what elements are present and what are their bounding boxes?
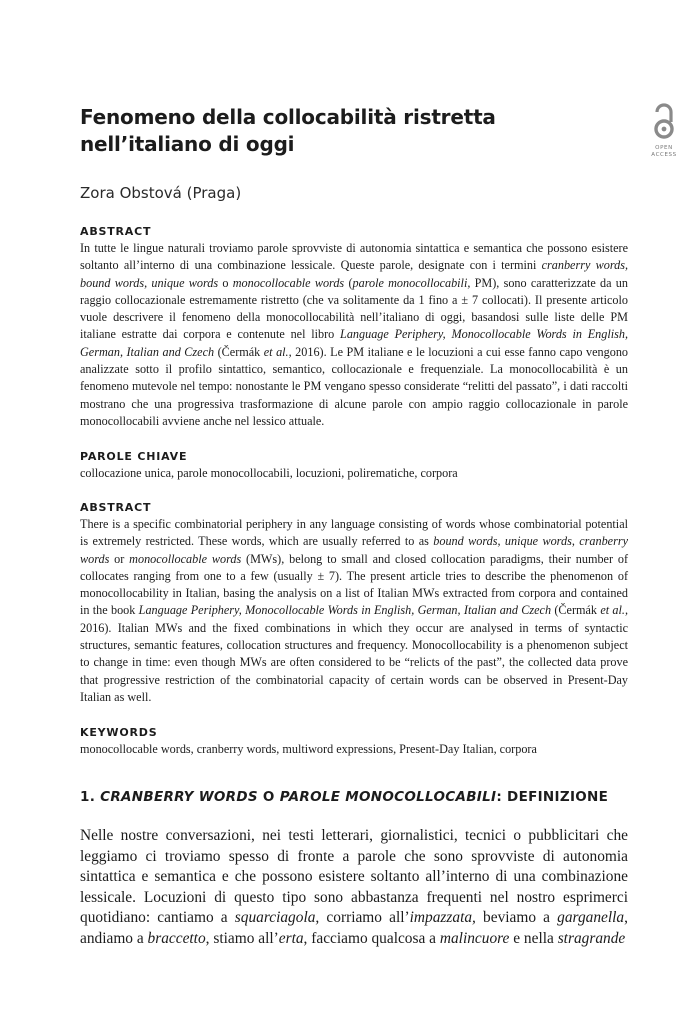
abstract-en-heading: ABSTRACT (80, 501, 152, 514)
keywords-en-text: monocollocable words, cranberry words, multiword expressions, Present-Day Italian, corpora (80, 742, 537, 756)
author-line: Zora Obstová (Praga) (80, 184, 242, 202)
abstract-en-text: There is a specific combinatorial periphery in any language consisting of words whose combinatorial potential is extremely restricted. These words, which are usually referred to as bound words, unique words, cranberry words or monocollocable words (MWs), belong to small and closed collocation paradigms, their number of collocates ranging from one to a few (usually ± 7). The present article tries to describe the phenomenon of monocollocability in Italian, basing the analysis on a list of Italian MWs extracted from corpora and contained in the book Language Periphery, Monocollocable Words in English, German, Italian and Czech (Čermák et al., 2016). Italian MWs and the fixed combinations in which they occur are analysed in terms of syntactic structures, semantic features, collocation structures and frequency. Monocollocability is a phenomenon subject to change in time: even though MWs are often considered to be “relicts of the past”, the collected data prove that progressive restriction of the combinatorial capacity of certain words can be observed in Present-Day Italian as well. (80, 517, 629, 704)
abstract-it (80, 225, 628, 430)
keywords-it-heading: PAROLE CHIAVE (80, 450, 188, 463)
keywords-en (80, 726, 628, 758)
body-text: Nelle nostre conversazioni, nei testi letterari, giornalistici, tecnici o pubblicitari che leggiamo ci troviamo spesso di fronte a parole che sono sprovviste di autonomia sintattica e semantica e che possono esistere soltanto all’interno di una combinazione lessicale. Locuzioni di questo tipo sono abbastanza frequenti nel nostro esprimerci quotidiano: cantiamo a squarciagola, corriamo all’impazzata, beviamo a garganella, andiamo a braccetto, stiamo all’erta, facciamo qualcosa a malincuore e nella stragrande (80, 827, 628, 947)
keywords-en-heading: KEYWORDS (80, 726, 158, 739)
open-access-icon (653, 100, 675, 140)
keywords-it-text: collocazione unica, parole monocollocabili, locuzioni, polirematiche, corpora (80, 466, 458, 480)
keywords-it (80, 450, 628, 482)
open-access-badge (646, 100, 682, 159)
abstract-en (80, 501, 628, 706)
section-1-heading: 1. CRANBERRY WORDS O PAROLE MONOCOLLOCABILI: DEFINIZIONE (80, 789, 609, 805)
body-paragraph (80, 826, 628, 950)
article-title: Fenomeno della collocabilità ristretta nell’italiano di oggi (80, 105, 496, 156)
open-access-label: OPEN ACCESS (651, 145, 677, 158)
abstract-it-heading: ABSTRACT (80, 225, 152, 238)
abstract-it-text: In tutte le lingue naturali troviamo parole sprovviste di autonomia sintattica e semantica che possono esistere soltanto all’interno di una combinazione lessicale. Queste parole, designate con i termini cranberry words, bound words, unique words o monocollocable words (parole monocollocabili, PM), sono caratterizzate da un raggio collocazionale estremamente ristretto (che va solitamente da 1 fino a ± 7 collocati). Il presente articolo vuole descrivere il fenomeno della monocollocabilità nell’italiano di oggi, basandosi sulle liste delle PM italiane estratte dai corpora e contenute nel libro Language Periphery, Monocollocable Words in English, German, Italian and Czech (Čermák et al., 2016). Le PM italiane e le locuzioni a cui esse fanno capo vengono analizzate sotto il profilo sintattico, semantico, collocazionale e frequenziale. La monocollocabilità è un fenomeno mutevole nel tempo: nonostante le PM vengano spesso considerate “relitti del passato”, i dati raccolti mostrano che una progressiva trasformazione di alcune parole con ampio raggio collocazionale in parole monocollocabili avviene anche nel lessico attuale. (80, 241, 629, 428)
